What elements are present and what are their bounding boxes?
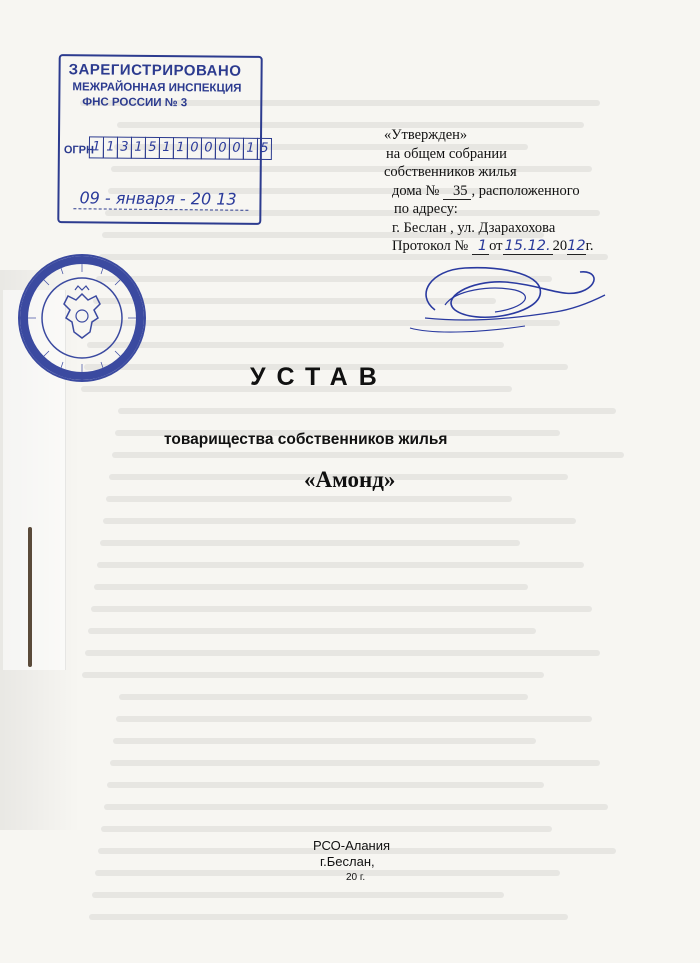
- bleed-line: [107, 782, 544, 788]
- bleed-line: [94, 584, 528, 590]
- ogrn-digit: 1: [89, 136, 104, 158]
- bleed-line: [97, 562, 584, 568]
- bleed-line: [106, 496, 512, 502]
- bleed-line: [116, 716, 592, 722]
- bleed-line: [92, 892, 504, 898]
- bleed-line: [85, 650, 600, 656]
- approval-line-4: [392, 182, 594, 201]
- approval-block: [384, 126, 594, 256]
- ogrn-digit: 5: [257, 138, 272, 160]
- approval-line-6: г. Беслан , ул. Дзарахохова: [392, 219, 556, 236]
- footer-region: РСО-Алания: [313, 838, 391, 853]
- ogrn-label: ОГРН: [63, 144, 95, 157]
- protocol-date: 15.12.: [504, 238, 551, 254]
- binding-thread: [28, 527, 32, 667]
- bleed-line: [101, 826, 552, 832]
- bleed-line: [110, 760, 600, 766]
- ogrn-digit: 0: [187, 137, 202, 159]
- bleed-line: [89, 914, 568, 920]
- bleed-line: [103, 518, 576, 524]
- protocol-from: от: [489, 238, 503, 254]
- protocol-year-prefix: 20: [552, 238, 568, 254]
- ogrn-digit: 1: [173, 137, 188, 159]
- bleed-line: [113, 738, 536, 744]
- ogrn-digit: 1: [103, 137, 118, 159]
- protocol-label: Протокол №: [392, 238, 469, 254]
- protocol-number: 1: [472, 238, 489, 255]
- organization-name: «Амонд»: [304, 467, 396, 492]
- ogrn-digit: 0: [229, 138, 244, 160]
- official-seal: [18, 254, 146, 382]
- approval-line-2: на общем собрании: [386, 145, 507, 162]
- protocol-year-suffix: г.: [585, 238, 594, 254]
- signature-scribble-icon: [395, 240, 615, 350]
- stamp-title: ЗАРЕГИСТРИРОВАНО: [68, 61, 242, 80]
- approval-line-1: «Утвержден»: [384, 127, 468, 143]
- approval-line-5: по адресу:: [394, 201, 458, 217]
- signature: [395, 240, 615, 355]
- bleed-line: [119, 694, 528, 700]
- footer-place: [313, 838, 463, 886]
- ogrn-digits: [90, 136, 272, 160]
- house-number-label: дома №: [392, 182, 440, 199]
- document-title: УСТАВ: [250, 363, 388, 391]
- document-subtitle: товарищества собственников жилья: [164, 431, 448, 448]
- bleed-line: [100, 540, 520, 546]
- bleed-line: [91, 606, 592, 612]
- approval-line-3: собственников жилья: [384, 164, 517, 180]
- footer-city: г.Беслан,: [320, 854, 375, 869]
- stamp-date: 09 - января - 20 13: [79, 188, 237, 209]
- ogrn-digit: 1: [243, 138, 258, 160]
- ogrn-digit: 5: [145, 137, 160, 159]
- house-number-suffix: , расположенного: [471, 182, 580, 199]
- footer-year: 20 г.: [346, 872, 366, 883]
- registration-stamp: [57, 54, 269, 225]
- bleed-line: [104, 804, 608, 810]
- stamp-line-2: ФНС РОССИИ № 3: [82, 96, 188, 110]
- ogrn-digit: 0: [215, 137, 230, 159]
- seal-emblem-icon: [20, 256, 144, 380]
- stamp-date-underline: [73, 208, 248, 211]
- ogrn-digit: 3: [117, 137, 132, 159]
- bleed-line: [112, 452, 624, 458]
- ogrn-digit: 0: [201, 137, 216, 159]
- ogrn-digit: 1: [159, 137, 174, 159]
- bleed-line: [118, 408, 616, 414]
- bleed-line: [82, 672, 544, 678]
- house-number: 35: [443, 183, 472, 200]
- protocol-year: 12: [567, 238, 586, 254]
- bleed-line: [88, 628, 536, 634]
- ogrn-digit: 1: [131, 137, 146, 159]
- stamp-line-1: МЕЖРАЙОННАЯ ИНСПЕКЦИЯ: [72, 81, 242, 95]
